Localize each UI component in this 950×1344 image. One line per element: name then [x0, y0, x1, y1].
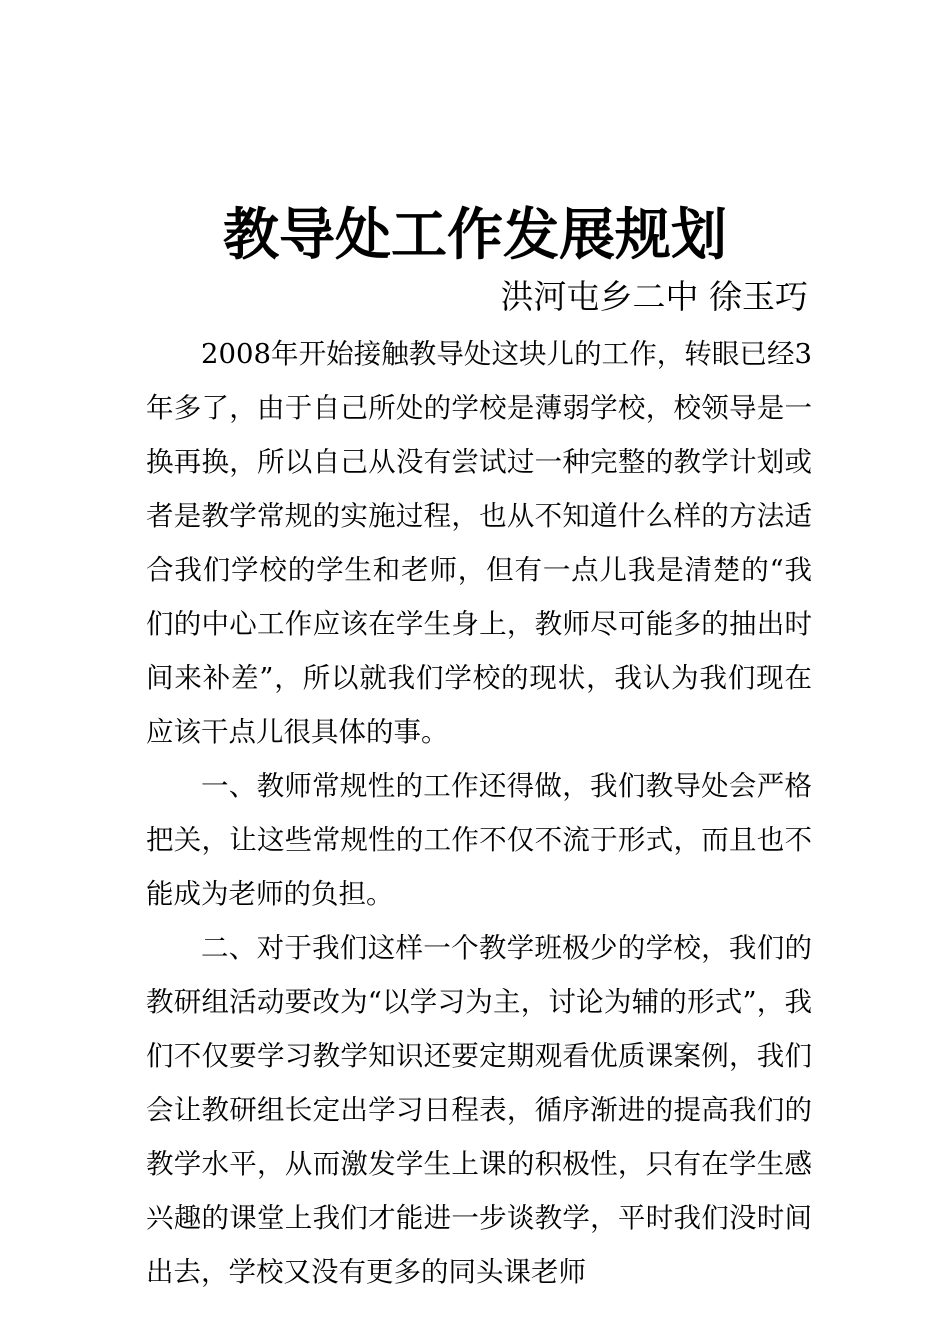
document-title: 教导处工作发展规划: [223, 203, 727, 268]
body-paragraph: 2008年开始接触教导处这块儿的工作，转眼已经3年多了，由于自己所处的学校是薄弱学校，校领导是一换再换，所以自己从没有尝试过一种完整的教学计划或者是教学常规的实施过程，也从不知道什么样的方法适合我们学校的学生和老师，但有一点儿我是清楚的“我们的中心工作应该在学生身上，教师尽可能多的抽出时间来补差”，所以就我们学校的现状，我认为我们现在应该干点儿很具体的事。: [146, 338, 812, 748]
document-body: [146, 327, 812, 1299]
body-paragraph: 二、对于我们这样一个教学班极少的学校，我们的教研组活动要改为“以学习为主，讨论为辅的形式”，我们不仅要学习教学知识还要定期观看优质课案例，我们会让教研组长定出学习日程表，循序渐进的提高我们的教学水平，从而激发学生上课的积极性，只有在学生感兴趣的课堂上我们才能进一步谈教学，平时我们没时间出去，学校又没有更多的同头课老师: [146, 932, 812, 1288]
body-paragraph: 一、教师常规性的工作还得做，我们教导处会严格把关，让这些常规性的工作不仅不流于形式，而且也不能成为老师的负担。: [146, 770, 812, 910]
document-author: 洪河屯乡二中 徐玉巧: [500, 277, 808, 316]
